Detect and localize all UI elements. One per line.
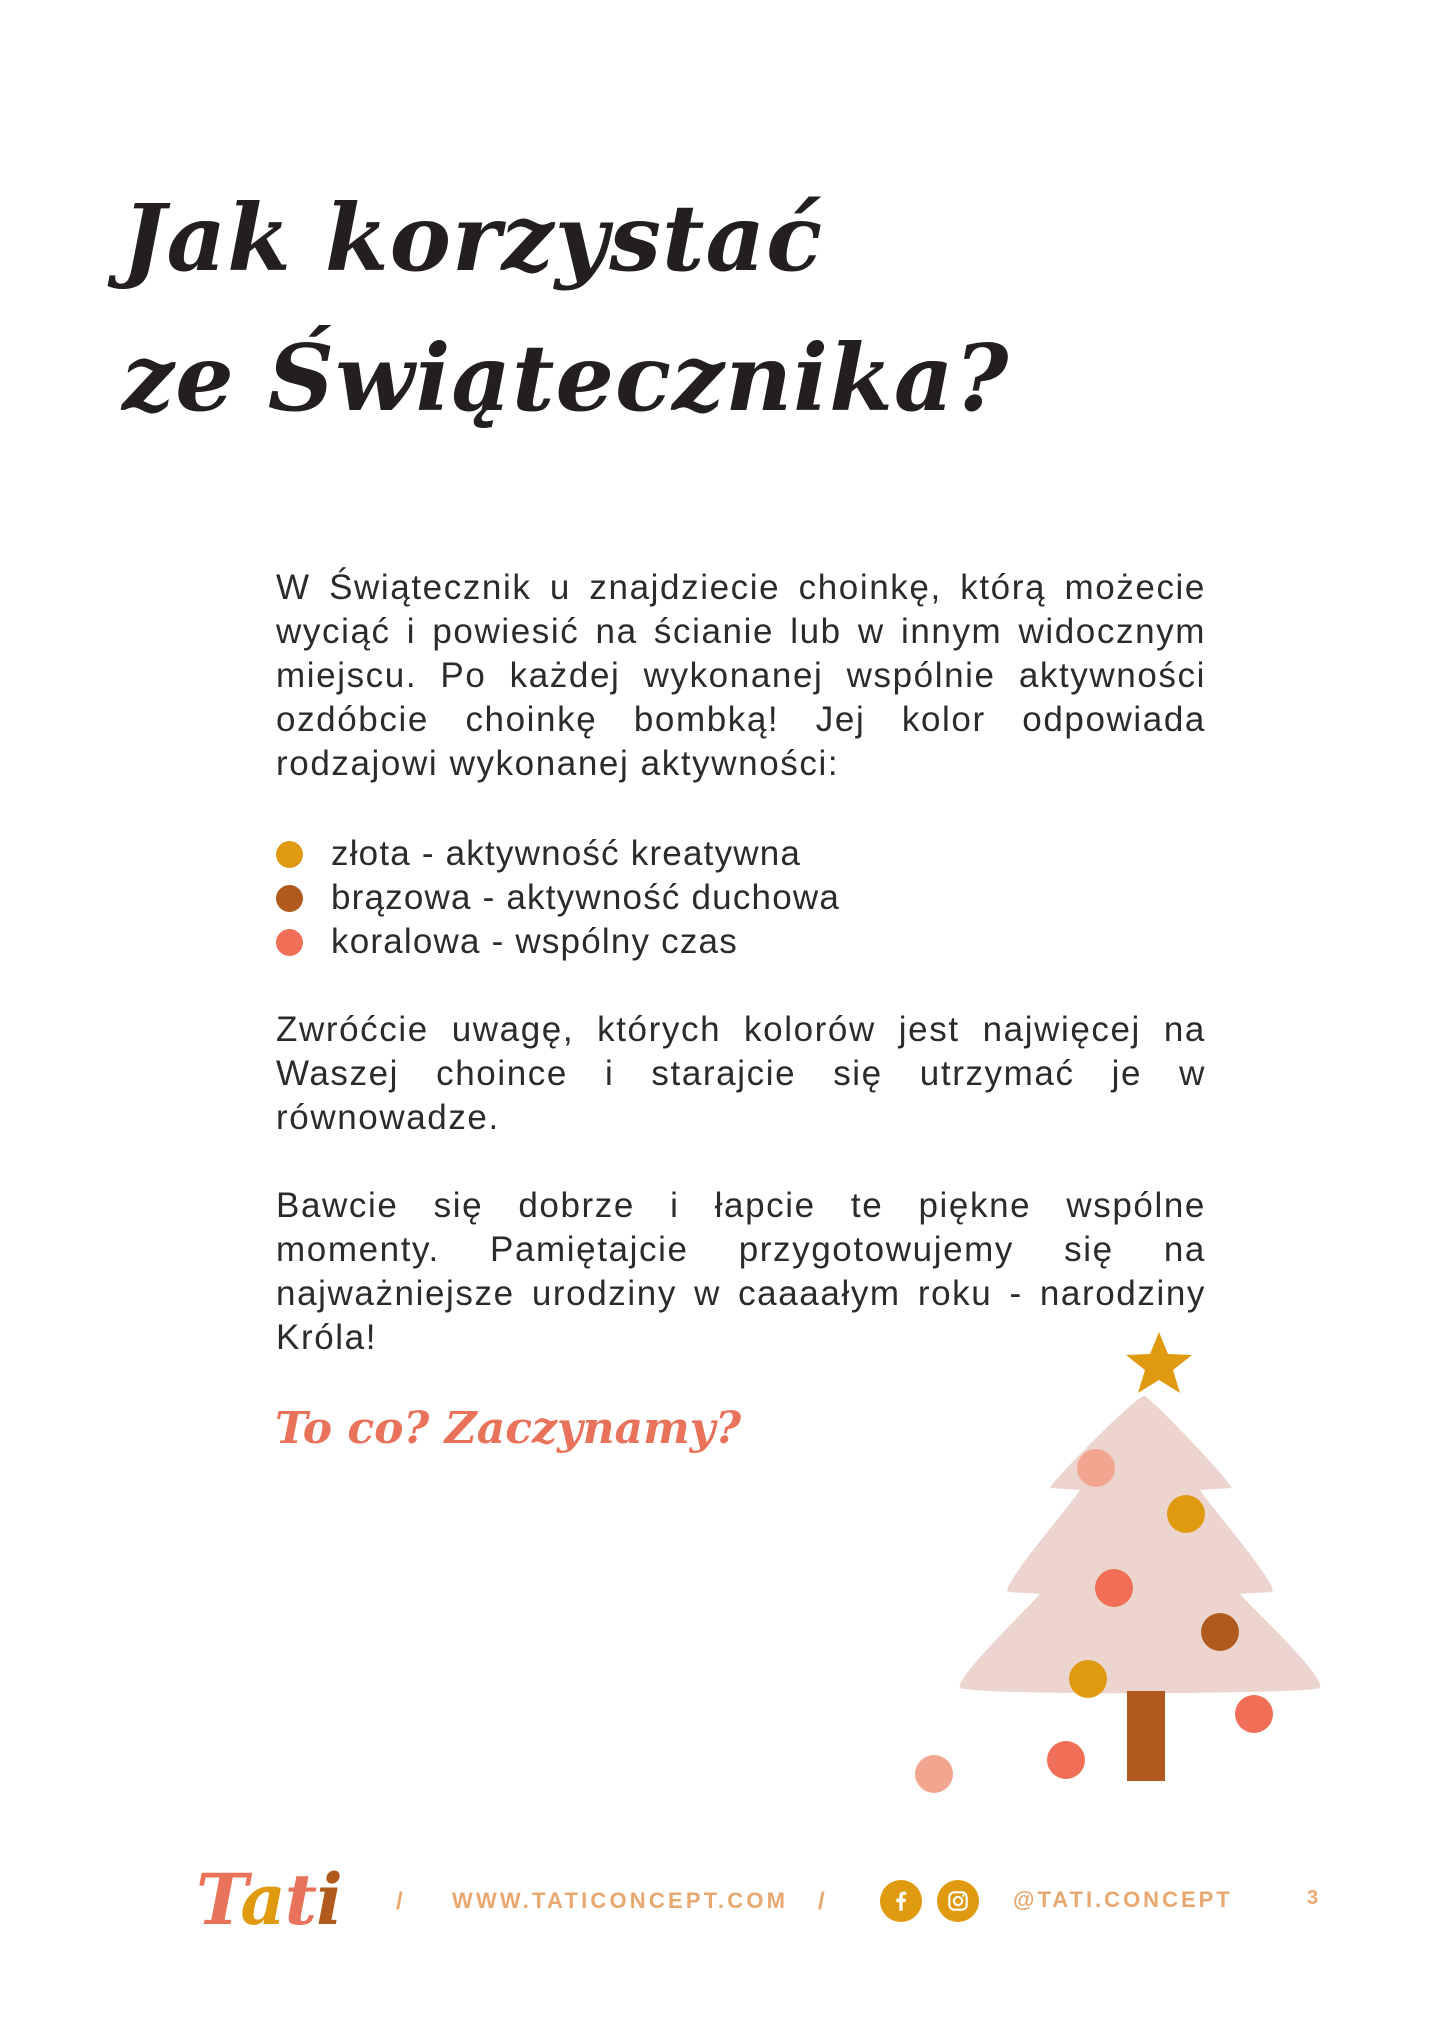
website-link[interactable]: WWW.TATICONCEPT.COM — [452, 1888, 789, 1913]
legend-label: złota - aktywność kreatywna — [331, 834, 802, 873]
call-to-action: To co? Zaczynamy? — [275, 1403, 741, 1454]
bauble-gold-low — [1069, 1660, 1107, 1698]
title-line-2: ze Świątecznika? — [122, 324, 1010, 432]
bauble-peach-floor — [915, 1755, 953, 1793]
bauble-coral-floor — [1047, 1741, 1085, 1779]
page-number: 3 — [1307, 1887, 1319, 1909]
legend-label: brązowa - aktywność duchowa — [331, 878, 841, 917]
legend-item-gold — [276, 832, 840, 876]
footer — [0, 1860, 1445, 1940]
star-icon — [1126, 1332, 1192, 1393]
social-handle[interactable]: @TATI.CONCEPT — [1013, 1887, 1233, 1912]
bauble-coral — [1095, 1569, 1133, 1607]
balance-paragraph: Zwróćcie uwagę, których kolorów jest najwięcej na Waszej choince i starajcie się utrzymać je w równowadze. — [276, 1010, 1206, 1137]
bauble-peach-top — [1077, 1449, 1115, 1487]
legend-item-coral — [276, 920, 840, 964]
christmas-tree-illustration — [900, 1316, 1340, 1816]
brown-dot-icon — [276, 885, 303, 912]
page-title — [122, 168, 1122, 448]
tree-trunk — [1127, 1691, 1165, 1781]
legend-label: koralowa - wspólny czas — [331, 922, 738, 961]
tati-logo: Tati — [196, 1858, 342, 1941]
closing-paragraph: Bawcie się dobrze i łapcie te piękne wspólne momenty. Pamiętajcie przygotowujemy się na najważniejsze urodziny w caaaałym roku - narodziny Króla! — [276, 1186, 1206, 1357]
intro-paragraph: W Świątecznik u znajdziecie choinkę, którą możecie wyciąć i powiesić na ścianie lub w innym widocznym miejscu. Po każdej wykonanej wspólnie aktywności ozdóbcie choinkę bombką! Jej kolor odpowiada rodzajowi wykonanej aktywności: — [276, 568, 1206, 783]
bauble-brown — [1201, 1613, 1239, 1651]
facebook-icon[interactable] — [880, 1880, 922, 1922]
bauble-gold — [1167, 1495, 1205, 1533]
instagram-icon[interactable] — [937, 1880, 979, 1922]
coral-dot-icon — [276, 929, 303, 956]
title-line-1: Jak korzystać — [122, 184, 824, 292]
separator: / — [818, 1888, 825, 1915]
tree-foliage — [960, 1396, 1321, 1693]
gold-dot-icon — [276, 841, 303, 868]
bauble-coral-right — [1235, 1695, 1273, 1733]
separator: / — [396, 1888, 403, 1915]
bauble-color-legend — [276, 832, 840, 964]
legend-item-brown — [276, 876, 840, 920]
